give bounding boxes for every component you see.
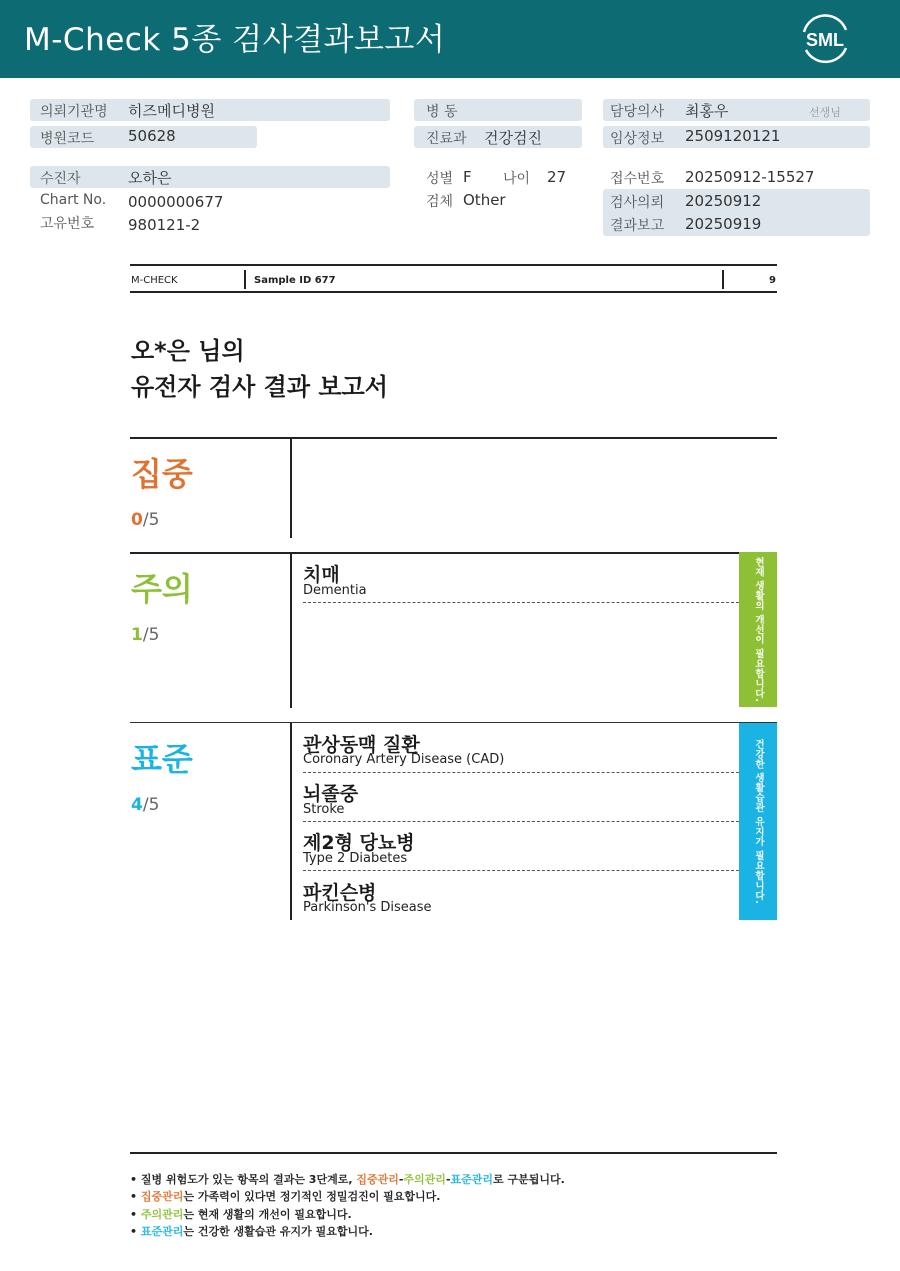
cat2-top-rule <box>130 552 777 554</box>
stroke-divider <box>303 821 739 822</box>
doctor-value: 최홍우 <box>685 102 729 120</box>
receipt-label: 접수번호 <box>610 171 665 187</box>
institution-label: 의뢰기관명 <box>40 104 108 120</box>
ward-label: 병 동 <box>426 104 458 120</box>
report-heading-line1: 오*은 님의 <box>131 337 245 365</box>
caution-side-banner: 현재 생활의 개선이 필요합니다. <box>739 552 777 707</box>
cat1-top-rule <box>130 437 777 439</box>
chart-value: 0000000677 <box>128 193 224 211</box>
sex-label: 성별 <box>426 171 454 187</box>
page-title: M-Check 5종 검사결과보고서 <box>24 22 446 58</box>
result-value: 20250919 <box>685 215 762 233</box>
category-focus-name: 집중 <box>131 455 193 493</box>
cad-divider <box>303 772 739 773</box>
age-label: 나이 <box>503 171 531 187</box>
age-value: 27 <box>547 168 567 186</box>
patient-row-bg <box>30 166 390 188</box>
page-number: 9 <box>769 275 776 286</box>
receipt-value: 20250912-15527 <box>685 168 815 186</box>
standard-side-banner: 건강한 생활습관 유지가 필요합니다. <box>739 723 777 920</box>
patient-value: 오하은 <box>128 169 172 187</box>
specimen-label: 검체 <box>426 194 454 210</box>
disease-dementia-ko: 치매 <box>303 564 340 586</box>
doctor-suffix: 선생님 <box>809 106 841 119</box>
strip-bottom-rule <box>130 291 777 293</box>
dept-label: 진료과 <box>426 131 467 147</box>
report-heading-line2: 유전자 검사 결과 보고서 <box>131 373 388 401</box>
institution-value: 히즈메디병원 <box>128 102 215 120</box>
request-label: 검사의뢰 <box>610 195 665 211</box>
clinical-value: 2509120121 <box>685 127 781 145</box>
specimen-value: Other <box>463 191 506 209</box>
cat2-divider <box>290 554 292 708</box>
category-focus-count: 0/5 <box>131 510 160 530</box>
strip-top-rule <box>130 264 777 266</box>
sml-logo <box>796 12 854 66</box>
hospital-code-value: 50628 <box>128 127 176 145</box>
note-line-1: • 질병 위험도가 있는 항목의 결과는 3단계로, 집중관리-주의관리-표준관리로 구분됩니다. <box>130 1173 565 1186</box>
category-caution-count: 1/5 <box>131 625 160 645</box>
sex-value: F <box>463 168 472 186</box>
dementia-divider <box>303 602 739 603</box>
unique-value: 980121-2 <box>128 216 201 234</box>
unique-label: 고유번호 <box>40 216 95 232</box>
t2d-divider <box>303 870 739 871</box>
cat3-divider <box>290 723 292 920</box>
strip-divider-1 <box>244 270 246 289</box>
doctor-label: 담당의사 <box>610 104 665 120</box>
disease-cad-en: Coronary Artery Disease (CAD) <box>303 752 505 767</box>
category-caution-name: 주의 <box>131 570 193 608</box>
note-line-4: • 표준관리는 건강한 생활습관 유지가 필요합니다. <box>130 1225 373 1238</box>
request-value: 20250912 <box>685 192 762 210</box>
chart-label: Chart No. <box>40 192 107 208</box>
sample-id: Sample ID 677 <box>254 275 336 286</box>
disease-cad-ko: 관상동맥 질환 <box>303 734 420 756</box>
cat3-top-rule <box>130 722 777 723</box>
footer-rule <box>130 1152 777 1154</box>
category-standard-name: 표준 <box>131 740 193 778</box>
cat1-divider <box>290 439 292 538</box>
strip-divider-2 <box>722 270 724 289</box>
disease-stroke-ko: 뇌졸중 <box>303 783 359 805</box>
disease-t2d-en: Type 2 Diabetes <box>303 851 408 866</box>
disease-parkinson-en: Parkinson's Disease <box>303 900 432 915</box>
hospital-code-label: 병원코드 <box>40 131 95 147</box>
patient-label: 수진자 <box>40 171 81 187</box>
disease-dementia-en: Dementia <box>303 583 367 598</box>
category-standard-count: 4/5 <box>131 795 160 815</box>
disease-stroke-en: Stroke <box>303 802 345 817</box>
result-label: 결과보고 <box>610 218 665 234</box>
note-line-2: • 집중관리는 가족력이 있다면 정기적인 정밀검진이 필요합니다. <box>130 1190 441 1203</box>
brand-label: M-CHECK <box>131 275 178 286</box>
logo-text: SML <box>806 30 844 50</box>
note-line-3: • 주의관리는 현재 생활의 개선이 필요합니다. <box>130 1208 352 1221</box>
disease-t2d-ko: 제2형 당뇨병 <box>303 832 415 854</box>
disease-parkinson-ko: 파킨슨병 <box>303 882 377 904</box>
clinical-label: 임상정보 <box>610 131 665 147</box>
dept-value: 건강검진 <box>484 129 542 147</box>
